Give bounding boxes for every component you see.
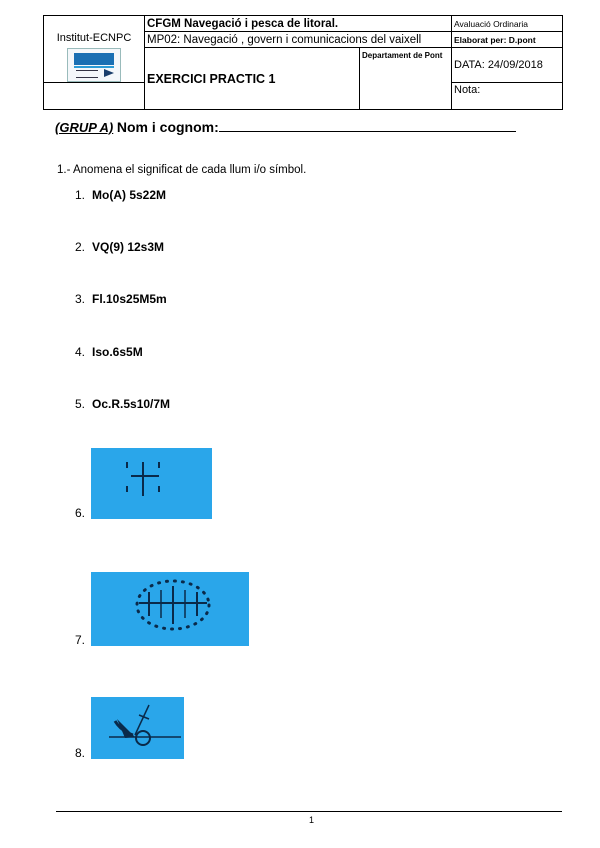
evaluation-type: Avaluació Ordinaria — [452, 16, 563, 32]
header-table — [43, 15, 563, 110]
name-answer-blank[interactable] — [219, 119, 516, 132]
item-6-number: 6. — [75, 506, 86, 520]
grade-label: Nota: — [452, 83, 563, 110]
dotted-ellipse-cross-symbol — [91, 572, 249, 646]
institute-cell-bottom — [44, 83, 145, 110]
page-number: 1 — [309, 815, 315, 825]
name-label: Nom i cognom: — [116, 119, 219, 135]
anchor-circle-symbol — [91, 697, 184, 759]
question-text: 1.- Anomena el significat de cada llum i/o símbol. — [57, 164, 307, 176]
student-name-line — [55, 119, 516, 135]
department: Departament de Pont — [360, 48, 452, 110]
list-item: 2. VQ(9) 12s3M — [75, 240, 165, 254]
institute-name: Institut-ECNPC — [56, 32, 132, 44]
footer-divider — [56, 811, 562, 812]
exercise-title: EXERCICI PRACTIC 1 — [145, 48, 360, 110]
institute-cell — [44, 16, 145, 83]
item-7-number: 7. — [75, 633, 86, 647]
item-8-number: 8. — [75, 746, 86, 760]
grid-cross-symbol — [91, 448, 212, 519]
list-item: 5. Oc.R.5s10/7M — [75, 397, 171, 411]
list-item: 3. Fl.10s25M5m — [75, 292, 167, 306]
prepared-by: Elaborat per: D.pont — [452, 32, 563, 48]
module-title: MP02: Navegació , govern i comunicacions del vaixell — [145, 32, 452, 48]
course-title: CFGM Navegació i pesca de litoral. — [145, 16, 452, 32]
institute-logo — [67, 48, 121, 82]
group-label: (GRUP A) — [55, 120, 114, 135]
exam-date: DATA: 24/09/2018 — [452, 48, 563, 83]
list-item: 4. Iso.6s5M — [75, 345, 143, 359]
list-item: 1. Mo(A) 5s22M — [75, 188, 167, 202]
